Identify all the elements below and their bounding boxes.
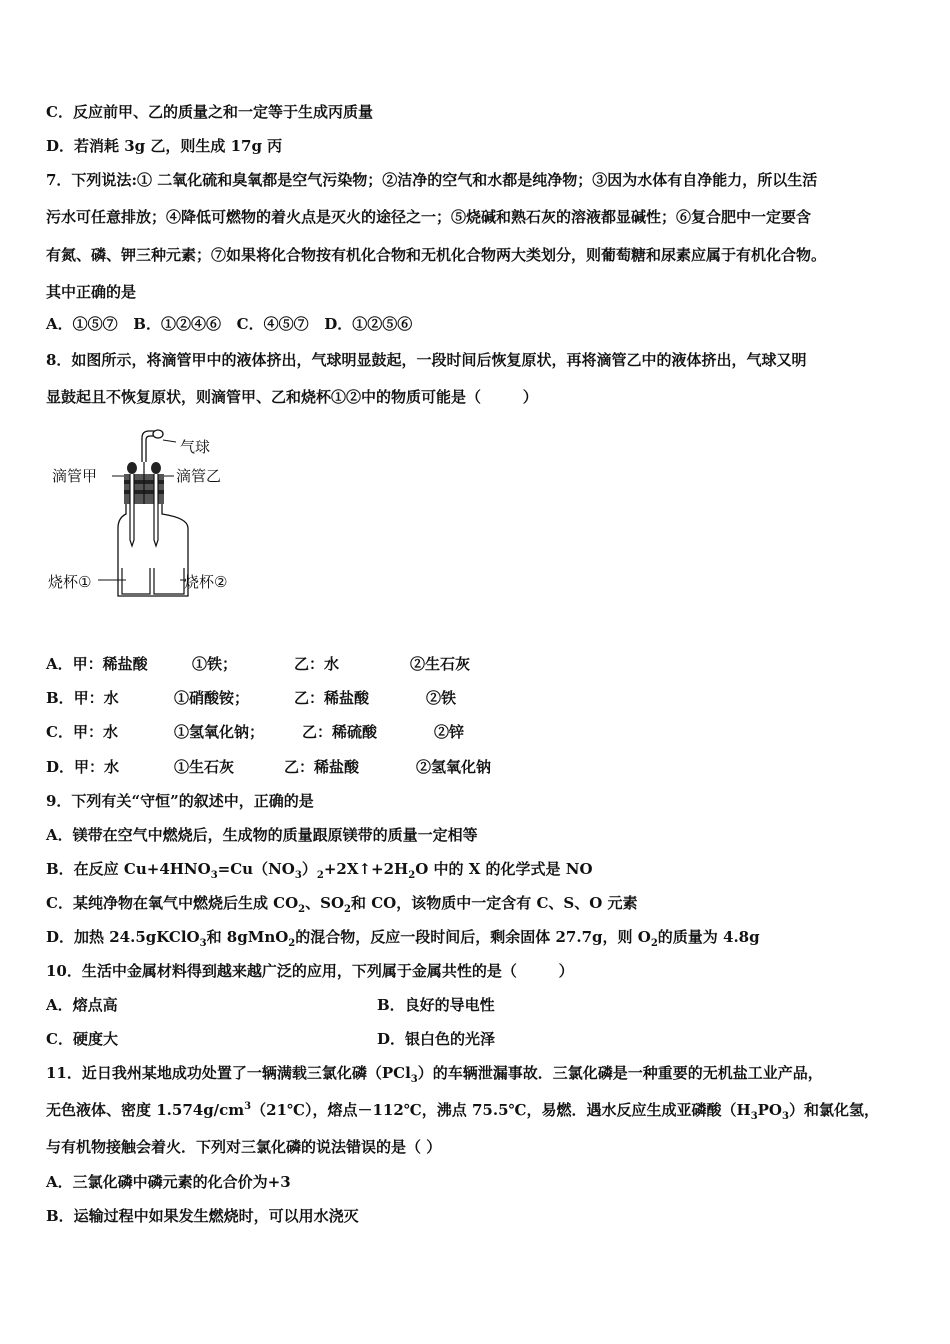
q8-b-beaker-1: ①硝酸铵； xyxy=(174,689,250,707)
q8-option-c xyxy=(46,722,904,742)
q8-c-beaker-1: ①氢氧化钠； xyxy=(174,723,265,741)
q11-stem-line3: 与有机物接触会着火．下列对三氯化磷的说法错误的是（ ） xyxy=(46,1138,442,1156)
dropper-b-bulb xyxy=(151,462,161,474)
q6-option-c: C．反应前甲、乙的质量之和一定等于生成丙质量 xyxy=(46,103,373,121)
q8-d-beaker-2: ②氢氧化钠 xyxy=(416,758,492,776)
q9-stem: 9．下列有关“守恒”的叙述中，正确的是 xyxy=(46,792,314,810)
q7-stem-line1: 7．下列说法:① 二氧化硫和臭氧都是空气污染物；②洁净的空气和水都是纯净物；③因为水体有自净能力，所以生活 xyxy=(46,171,818,189)
q9-option-c: C．某纯净物在氧气中燃烧后生成 $CO_2$、$SO_2$和 CO，该物质中一定含有 C、S、O 元素 xyxy=(46,894,638,915)
q8-d-dropper-b: 乙：稀盐酸 xyxy=(284,758,360,776)
q11-option-a: A．三氯化磷中磷元素的化合价为+3 xyxy=(46,1173,291,1191)
label-dropper-a: 滴管甲 xyxy=(52,467,98,485)
dropper-a-bulb xyxy=(127,462,137,474)
label-balloon: 气球 xyxy=(180,438,211,456)
q9-option-b: B．在反应 $Cu+4HNO_3=Cu(NO_3)_2+2X↑+2H_2O$ 中的 X 的化学式是 NO xyxy=(46,860,593,881)
q8-option-a xyxy=(46,654,904,674)
q7-stem-line4: 其中正确的是 xyxy=(46,283,137,301)
q9-option-a: A．镁带在空气中燃烧后，生成物的质量跟原镁带的质量一定相等 xyxy=(46,826,478,844)
q11-stem-line2: 无色液体、密度 $1.574g/cm^3(21℃)$，熔点－112℃，沸点 75.5℃，易燃．遇水反应生成亚磷酸$(H_3PO_3)$和氯化氢， xyxy=(46,1101,879,1122)
q10-option-c: C．硬度大 xyxy=(46,1030,118,1048)
q8-a-dropper-a: A．甲：稀盐酸 xyxy=(46,655,148,673)
q8-a-beaker-1: ①铁； xyxy=(192,655,238,673)
q8-c-dropper-a: C．甲：水 xyxy=(46,723,118,741)
q6-option-d: D．若消耗 3g 乙，则生成 17g 丙 xyxy=(46,137,283,155)
q8-d-dropper-a: D．甲：水 xyxy=(46,758,120,776)
label-beaker-2: 烧杯② xyxy=(184,573,228,591)
q8-b-dropper-a: B．甲：水 xyxy=(46,689,119,707)
beaker-2 xyxy=(154,568,184,594)
q8-stem-line2: 显鼓起且不恢复原状，则滴管甲、乙和烧杯①②中的物质可能是（ ） xyxy=(46,388,538,406)
q8-a-beaker-2: ②生石灰 xyxy=(410,655,471,673)
apparatus-figure xyxy=(46,428,266,618)
label-beaker-1: 烧杯① xyxy=(48,573,92,591)
q8-option-d xyxy=(46,757,904,777)
q9-option-d: D．加热 24.5gKClO$_3$和 8gMnO$_2$的混合物，反应一段时间后，剩余固体 27.7g，则 $O_2$的质量为 4.8g xyxy=(46,928,760,949)
q7-stem-line3: 有氮、磷、钾三种元素；⑦如果将化合物按有机化合物和无机化合物两大类划分，则葡萄糖和尿素应属于有机化合物。 xyxy=(46,246,827,264)
q7-stem-line2: 污水可任意排放；④降低可燃物的着火点是灭火的途径之一；⑤烧碱和熟石灰的溶液都显碱性；⑥复合肥中一定要含 xyxy=(46,208,812,226)
q8-a-dropper-b: 乙：水 xyxy=(294,655,340,673)
q8-c-dropper-b: 乙：稀硫酸 xyxy=(302,723,378,741)
q11-stem-line1: 11．近日我州某地成功处置了一辆满载三氯化磷（PCl$_3$）的车辆泄漏事故．三氯化磷是一种重要的无机盐工业产品， xyxy=(46,1064,823,1085)
q8-c-beaker-2: ②锌 xyxy=(434,723,465,741)
q8-d-beaker-1: ①生石灰 xyxy=(174,758,235,776)
q10-row2 xyxy=(46,1029,904,1049)
bottle xyxy=(118,504,188,596)
balloon xyxy=(153,430,163,438)
q11-option-b: B．运输过程中如果发生燃烧时，可以用水浇灭 xyxy=(46,1207,359,1225)
q8-stem-line1: 8．如图所示，将滴管甲中的液体挤出，气球明显鼓起，一段时间后恢复原状，再将滴管乙中的液体挤出，气球又明 xyxy=(46,351,807,369)
q8-option-b xyxy=(46,688,904,708)
q10-row1 xyxy=(46,995,904,1015)
q7-options: A．①⑤⑦ B．①②④⑥ C．④⑤⑦ D．①②⑤⑥ xyxy=(46,315,413,333)
q10-option-d: D．银白色的光泽 xyxy=(377,1030,496,1048)
q10-option-a: A．熔点高 xyxy=(46,996,118,1014)
q10-option-b: B．良好的导电性 xyxy=(377,996,495,1014)
q8-b-dropper-b: 乙：稀盐酸 xyxy=(294,689,370,707)
q10-stem: 10．生活中金属材料得到越来越广泛的应用，下列属于金属共性的是（ ） xyxy=(46,962,574,980)
q8-b-beaker-2: ②铁 xyxy=(426,689,457,707)
beaker-1 xyxy=(122,568,150,594)
label-dropper-b: 滴管乙 xyxy=(176,467,222,485)
